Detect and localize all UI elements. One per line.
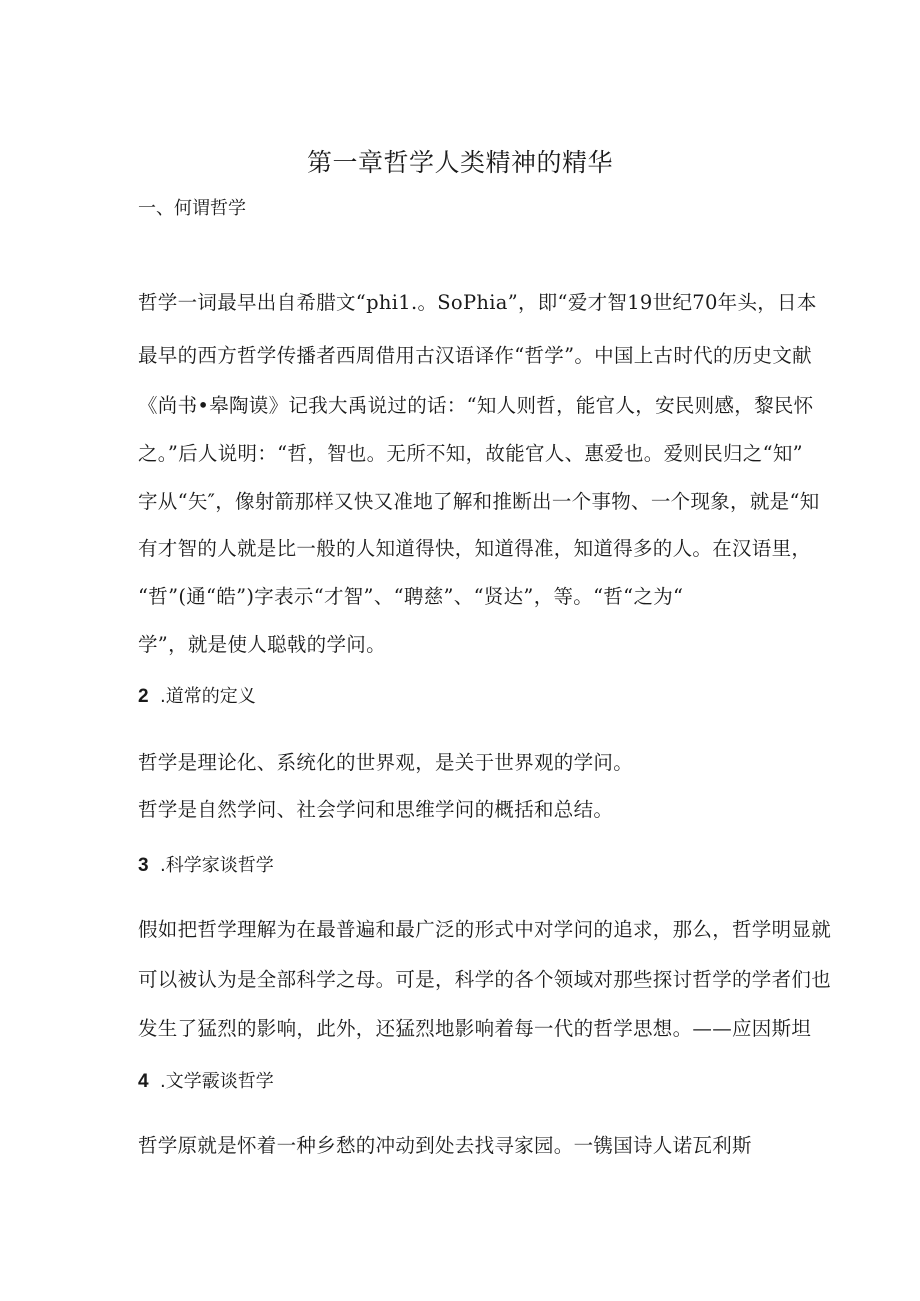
paragraph-line: 哲学是自然学问、社会学问和思维学问的概括和总结。 [138, 798, 614, 821]
paragraph-line: 有才智的人就是比一般的人知道得快，知道得准，知道得多的人。在汉语里， [138, 537, 812, 560]
section-label: .科学家谈哲学 [160, 855, 274, 876]
section-heading-3 [138, 852, 274, 879]
paragraph-line: 哲学是理论化、系统化的世界观，是关于世界观的学问。 [138, 751, 634, 774]
paragraph-line: 字从“矢″，像射箭那样又快又准地了解和推断出一个事物、一个现象，就是“知 [138, 490, 820, 513]
section-label: .文学霰谈哲学 [160, 1071, 274, 1092]
section-heading-2 [138, 683, 256, 710]
paragraph-line: 哲学一词最早出自希腊文“phi1.。SoPhia”，即“爱才智19世纪70年头，日本 [138, 291, 817, 314]
paragraph-line: 之。”后人说明：“哲，智也。无所不知，故能官人、惠爱也。爱则民归之“知” [138, 442, 803, 465]
section-label: .道常的定义 [160, 686, 256, 707]
section-number: 3 [138, 855, 149, 876]
paragraph-line: 哲学原就是怀着一种乡愁的冲动到处去找寻家园。一镌国诗人诺瓦利斯 [138, 1134, 752, 1157]
section-number: 2 [138, 686, 149, 707]
paragraph-line: “哲”(通“皓”)字表示“才智”、“聘慈”、“贤达”，等。“哲“之为“ [138, 585, 684, 608]
paragraph-line: 学”，就是使人聪戟的学问。 [138, 633, 386, 656]
paragraph-line: 《尚书•皋陶谟》记我大禹说过的话：“知人则哲，能官人，安民则感，黎民怀 [138, 394, 814, 417]
paragraph-line: 可以被认为是全部科学之母。可是，科学的各个领域对那些探讨哲学的学者们也 [138, 968, 832, 991]
section-number: 4 [138, 1071, 149, 1092]
section-heading-4 [138, 1068, 274, 1095]
paragraph-line: 最早的西方哲学传播者西周借用古汉语译作“哲学”。中国上古时代的历史文献 [138, 344, 812, 367]
paragraph-line: 假如把哲学理解为在最普遍和最广泛的形式中对学问的追求，那么，哲学明显就 [138, 918, 832, 941]
paragraph-line: 发生了猛烈的影响，此外，还猛烈地影响着每一代的哲学思想。——应因斯坦 [138, 1017, 812, 1040]
section-heading-1: 一、何谓哲学 [138, 198, 246, 219]
chapter-title: 第一章哲学人类精神的精华 [306, 148, 613, 177]
